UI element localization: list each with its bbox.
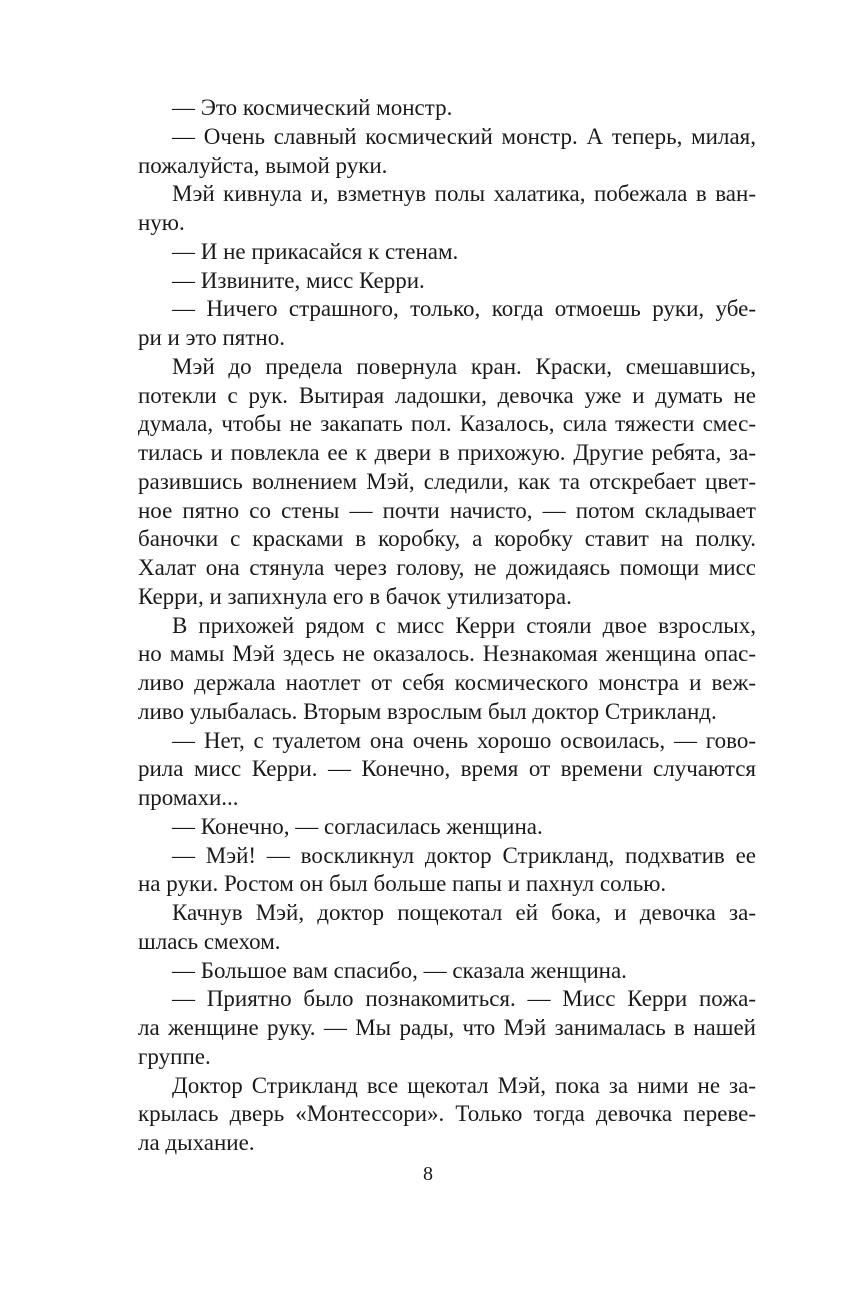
text-line: Халат она стянула через голову, не дожидаясь помощи мисс	[138, 555, 756, 580]
text-line: ное пятно со стены — почти начисто, — потом складывает	[138, 497, 756, 523]
text-line: но мамы Мэй здесь не оказалось. Незнакомая женщина опас-	[138, 641, 756, 667]
page-number: 8	[423, 1163, 433, 1185]
text-line: ла женщине руку. — Мы рады, что Мэй занималась в нашей	[138, 1015, 756, 1040]
text-line: ливо держала наотлет от себя космического монстра и веж-	[138, 670, 756, 695]
text-line: Качнув Мэй, доктор пощекотал ей бока, и девочка за-	[172, 900, 756, 925]
text-line: — Ничего страшного, только, когда отмоешь руки, убе-	[172, 296, 756, 322]
text-line: ри и это пятно.	[138, 325, 285, 350]
text-line: ливо улыбалась. Вторым взрослым был доктор Стрикланд.	[138, 698, 717, 724]
text-line: крылась дверь «Монтессори». Только тогда девочка переве-	[138, 1101, 756, 1127]
text-line: пожалуйста, вымой руки.	[138, 152, 388, 178]
text-line: — Конечно, — согласилась женщина.	[172, 813, 543, 839]
text-line: ла дыхание.	[138, 1130, 255, 1155]
text-line: промахи...	[138, 785, 239, 810]
text-line: тилась и повлекла ее к двери в прихожую. Другие ребята, за-	[138, 440, 756, 465]
text-line: — Приятно было познакомиться. — Мисс Керри пожа-	[172, 986, 756, 1012]
text-line: Керри, и запихнула его в бачок утилизатора.	[138, 583, 572, 609]
text-line: Мэй кивнула и, взметнув полы халатика, побежала в ван-	[172, 181, 756, 207]
text-line: рила мисс Керри. — Конечно, время от времени случаются	[138, 756, 756, 782]
text-line: — Очень славный космический монстр. А теперь, милая,	[172, 123, 756, 149]
text-line: В прихожей рядом с мисс Керри стояли двое взрослых,	[172, 612, 756, 638]
text-line: Мэй до предела повернула кран. Краски, смешавшись,	[172, 353, 756, 379]
body-text	[138, 94, 756, 1158]
text-line: — Мэй! — воскликнул доктор Стрикланд, подхватив ее	[172, 842, 756, 868]
text-line: — Нет, с туалетом она очень хорошо освоилась, — гово-	[172, 727, 756, 753]
text-line: — И не прикасайся к стенам.	[172, 238, 459, 264]
text-line: ную.	[138, 210, 185, 235]
text-line: Доктор Стрикланд все щекотал Мэй, пока за ними не за-	[172, 1072, 756, 1098]
text-line: на руки. Ростом он был больше папы и пахнул солью.	[138, 871, 667, 897]
text-line: — Извините, мисс Керри.	[172, 267, 425, 293]
text-line: — Это космический монстр.	[172, 95, 453, 120]
text-line: — Большое вам спасибо, — сказала женщина.	[172, 957, 627, 983]
text-line: думала, чтобы не закапать пол. Казалось, сила тяжести смес-	[138, 411, 756, 437]
text-line: шлась смехом.	[138, 928, 281, 954]
text-line: баночки с красками в коробку, а коробку ставит на полку.	[138, 526, 756, 552]
text-line: разившись волнением Мэй, следили, как та отскребает цвет-	[138, 468, 756, 494]
text-line: группе.	[138, 1043, 211, 1069]
text-line: потекли с рук. Вытирая ладошки, девочка уже и думать не	[138, 382, 756, 408]
